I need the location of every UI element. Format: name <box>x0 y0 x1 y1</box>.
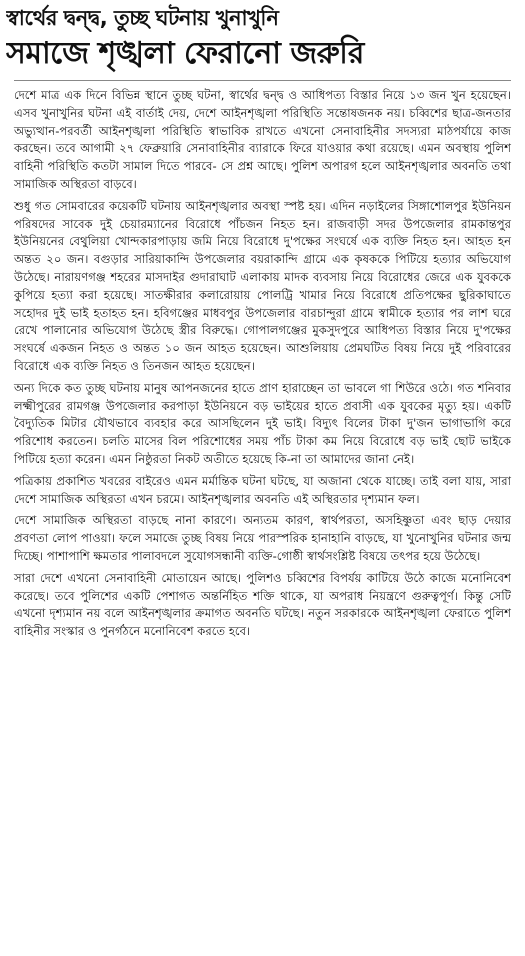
article-paragraph-1: দেশে মাত্র এক দিনে বিভিন্ন স্থানে তুচ্ছ ঘটনা, স্বার্থের দ্বন্দ্ব ও আধিপত্য বিস্তার নিয়ে ১৩ জন খুন হয়েছেন। এসব খুনাখুনির ঘটনা এই বার্তাই দেয়, দেশে আইনশৃঙ্খলা পরিস্থিতি সন্তোষজনক নয়। চব্বিশের ছাত্র-জনতার অভ্যুত্থান-পরবর্তী আইনশৃঙ্খলা পরিস্থিতি স্বাভাবিক রাখতে এখনো সেনাবাহিনীর সদস্যরা মাঠপর্যায়ে কাজ করছেন। তবে আগামী ২৭ ফেব্রুয়ারি সেনাবাহিনীর ব্যারাকে ফিরে যাওয়ার কথা রয়েছে। এমন অবস্থায় পুলিশ বাহিনী পরিস্থিতি কতটা সামাল দিতে পারবে- সে প্রশ্ন আছে। পুলিশ অপারগ হলে আইনশৃঙ্খলার অবনতি তথা সামাজিক অস্থিরতা বাড়বে। <box>14 88 511 191</box>
article-paragraph-2: শুধু গত সোমবারের কয়েকটি ঘটনায় আইনশৃঙ্খলার অবস্থা স্পষ্ট হয়। এদিন নড়াইলের সিঙ্গাশোলপুর ইউনিয়ন পরিষদের সাবেক দুই চেয়ারম্যানের বিরোধে পাঁচজন নিহত হন। রাজবাড়ী সদর উপজেলার রামকান্তপুর ইউনিয়নের বেথুলিয়া খোন্দকারপাড়ায় জমি নিয়ে বিরোধে দু'পক্ষের সংঘর্ষে এক ব্যক্তি নিহত হন। আহত হন অন্তত ২০ জন। বগুড়ার সারিয়াকান্দি উপজেলার বয়রাকান্দি গ্রামে এক কৃষককে পিটিয়ে হত্যার অভিযোগ উঠেছে। নারায়ণগঞ্জ শহরের মাসদাইর গুদারাঘাট এলাকায় মাদক ব্যবসায় নিয়ে বিরোধের জেরে এক যুবককে কুপিয়ে হত্যা করা হয়েছে। সাতক্ষীরার কলারোয়ায় পোলট্রি খামার নিয়ে বিরোধে প্রতিপক্ষের ছুরিকাঘাতে সহোদর দুই ভাই হতাহত হন। হবিগঞ্জের মাধবপুর উপজেলার বারচান্দুরা গ্রামে স্বামীকে হত্যার পর লাশ ঘরে রেখে পালানোর অভিযোগ উঠেছে স্ত্রীর বিরুদ্ধে। গোপালগঞ্জের মুকসুদপুরে আধিপত্য বিস্তার নিয়ে দু'পক্ষের সংঘর্ষে একজন নিহত ও অন্তত ১০ জন আহত হয়েছেন। আশুলিয়ায় প্রেমঘটিত বিষয় নিয়ে দুই পরিবারের বিরোধে এক ব্যক্তি নিহত ও তিনজন আহত হয়েছেন। <box>14 198 511 373</box>
article-paragraph-6: সারা দেশে এখনো সেনাবাহিনী মোতায়েন আছে। পুলিশও চব্বিশের বিপর্যয় কাটিয়ে উঠে কাজে মনোনিবেশ করেছে। তবে পুলিশের একটি পেশাগত অন্তর্নিহিত শক্তি থাকে, যা অপরাধ নিয়ন্ত্রণে গুরুত্বপূর্ণ। কিন্তু সেটি এখনো দৃশ্যমান নয় বলে আইনশৃঙ্খলার ক্রমাগত অবনতি ঘটছে। নতুন সরকারকে আইনশৃঙ্খলা ফেরাতে পুলিশ বাহিনীর সংস্কার ও পুনর্গঠনে মনোনিবেশ করতে হবে। <box>14 570 511 639</box>
article-body <box>14 87 511 641</box>
headline-divider <box>14 80 511 81</box>
article-kicker: স্বার্থের দ্বন্দ্ব, তুচ্ছ ঘটনায় খুনাখুনি <box>6 6 279 30</box>
article-paragraph-3: অন্য দিকে কত তুচ্ছ ঘটনায় মানুষ আপনজনের হাতে প্রাণ হারাচ্ছেন তা ভাবলে গা শিউরে ওঠে। গত শনিবার লক্ষ্মীপুরের রামগঞ্জ উপজেলার করপাড়া ইউনিয়নে বড় ভাইয়ের হাতে প্রবাসী এক যুবকের মৃত্যু হয়। একটি বৈদ্যুতিক মিটার যৌথভাবে ব্যবহার করে আসছিলেন দুই ভাই। বিদ্যুৎ বিলের টাকা দু'জন ভাগাভাগি করে পরিশোধ করতেন। চলতি মাসের বিল পরিশোধের সময় পাঁচ টাকা কম নিয়ে বিরোধে বড় ভাই ছোট ভাইকে পিটিয়ে হত্যা করেন। এমন নিষ্ঠুরতা নিকট অতীতে হয়েছে কি-না তা আমাদের জানা নেই। <box>14 380 511 466</box>
article-headline: সমাজে শৃঙ্খলা ফেরানো জরুরি <box>6 36 364 71</box>
article-paragraph-5: দেশে সামাজিক অস্থিরতা বাড়ছে নানা কারণে। অন্যতম কারণ, স্বার্থপরতা, অসহিষ্ণুতা এবং ছাড় দেয়ার প্রবণতা লোপ পাওয়া। ফলে সমাজে তুচ্ছ বিষয় নিয়ে পারস্পরিক হানাহানি বাড়ছে, যা খুনোখুনির ঘটনার জন্ম দিচ্ছে। পাশাপাশি ক্ষমতার পালাবদলে সুযোগসন্ধানী ব্যক্তি-গোষ্ঠী স্বার্থসংশ্লিষ্ট বিষয়ে তৎপর হয়ে উঠেছে। <box>14 513 511 563</box>
article-paragraph-4: পত্রিকায় প্রকাশিত খবরের বাইরেও এমন মর্মান্তিক ঘটনা ঘটছে, যা অজানা থেকে যাচ্ছে। তাই বলা যায়, সারা দেশে সামাজিক অস্থিরতা এখন চরমে। আইনশৃঙ্খলার অবনতি এই অস্থিরতার দৃশ্যমান ফল। <box>14 473 511 506</box>
